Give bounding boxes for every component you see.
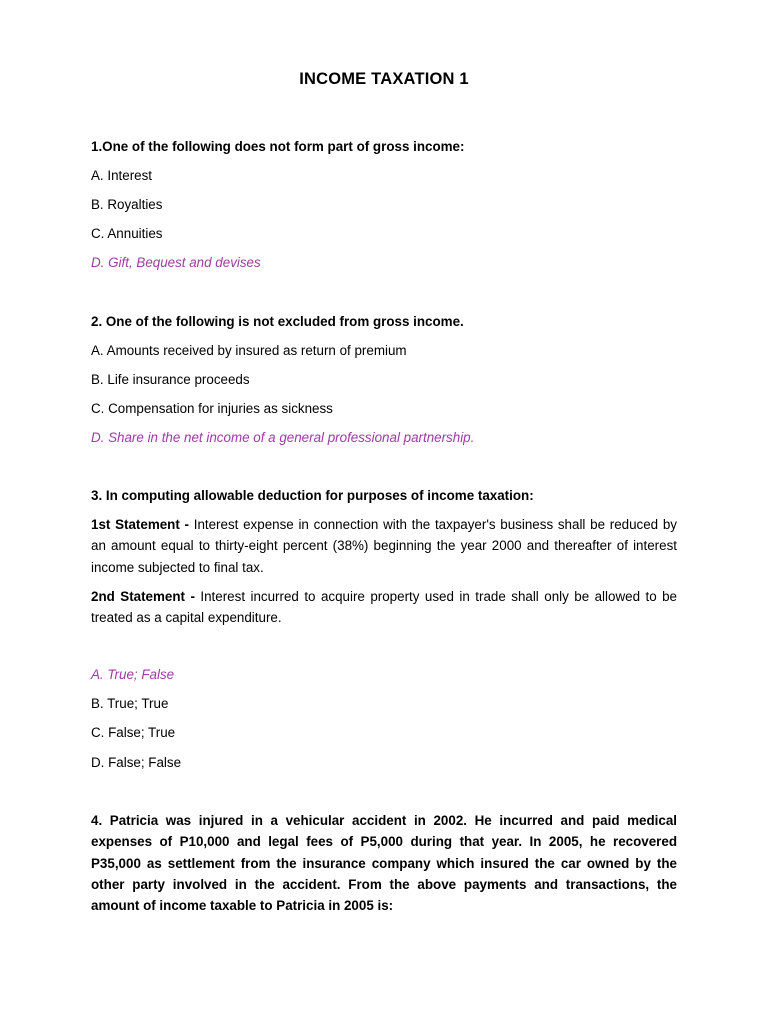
question-4: 4. Patricia was injured in a vehicular accident in 2002. He incurred and paid medical expenses of P10,000 and legal fees of P5,000 during that year. In 2005, he recovered P35,000 as settlement from the insurance company which insured the car owned by the other party involved in the accident. From the above payments and transactions, the amount of income taxable to Patricia in 2005 is: <box>91 813 677 914</box>
q1-option-a: A. Interest <box>91 168 153 183</box>
q3-statement-1 <box>91 514 677 578</box>
q1-option-c: C. Annuities <box>91 226 163 241</box>
statement-2-label: 2nd Statement - <box>91 589 195 604</box>
q1-option-d-answer: D. Gift, Bequest and devises <box>91 255 261 270</box>
question-2: 2. One of the following is not excluded from gross income. <box>91 314 464 329</box>
document-title: INCOME TAXATION 1 <box>299 70 469 88</box>
q2-option-b: B. Life insurance proceeds <box>91 372 250 387</box>
q3-option-d: D. False; False <box>91 755 182 770</box>
q3-option-b: B. True; True <box>91 696 169 711</box>
q3-option-c: C. False; True <box>91 725 176 740</box>
statement-2-text: Interest incurred to acquire property used in trade shall only be allowed to be treated as a capital expenditure. <box>91 589 677 626</box>
q2-option-a: A. Amounts received by insured as return of premium <box>91 343 407 358</box>
q2-option-c: C. Compensation for injuries as sickness <box>91 401 333 416</box>
q2-option-d-answer: D. Share in the net income of a general professional partnership. <box>91 430 475 445</box>
q3-statement-2 <box>91 586 677 629</box>
statement-1-label: 1st Statement - <box>91 517 189 532</box>
statement-1-text: Interest expense in connection with the taxpayer's business shall be reduced by an amount equal to thirty-eight percent (38%) beginning the year 2000 and thereafter of interest income subjected to final tax. <box>91 517 677 575</box>
question-1: 1.One of the following does not form part of gross income: <box>91 139 465 154</box>
q3-option-a-answer: A. True; False <box>91 667 175 682</box>
question-3: 3. In computing allowable deduction for purposes of income taxation: <box>91 488 534 503</box>
q1-option-b: B. Royalties <box>91 197 163 212</box>
